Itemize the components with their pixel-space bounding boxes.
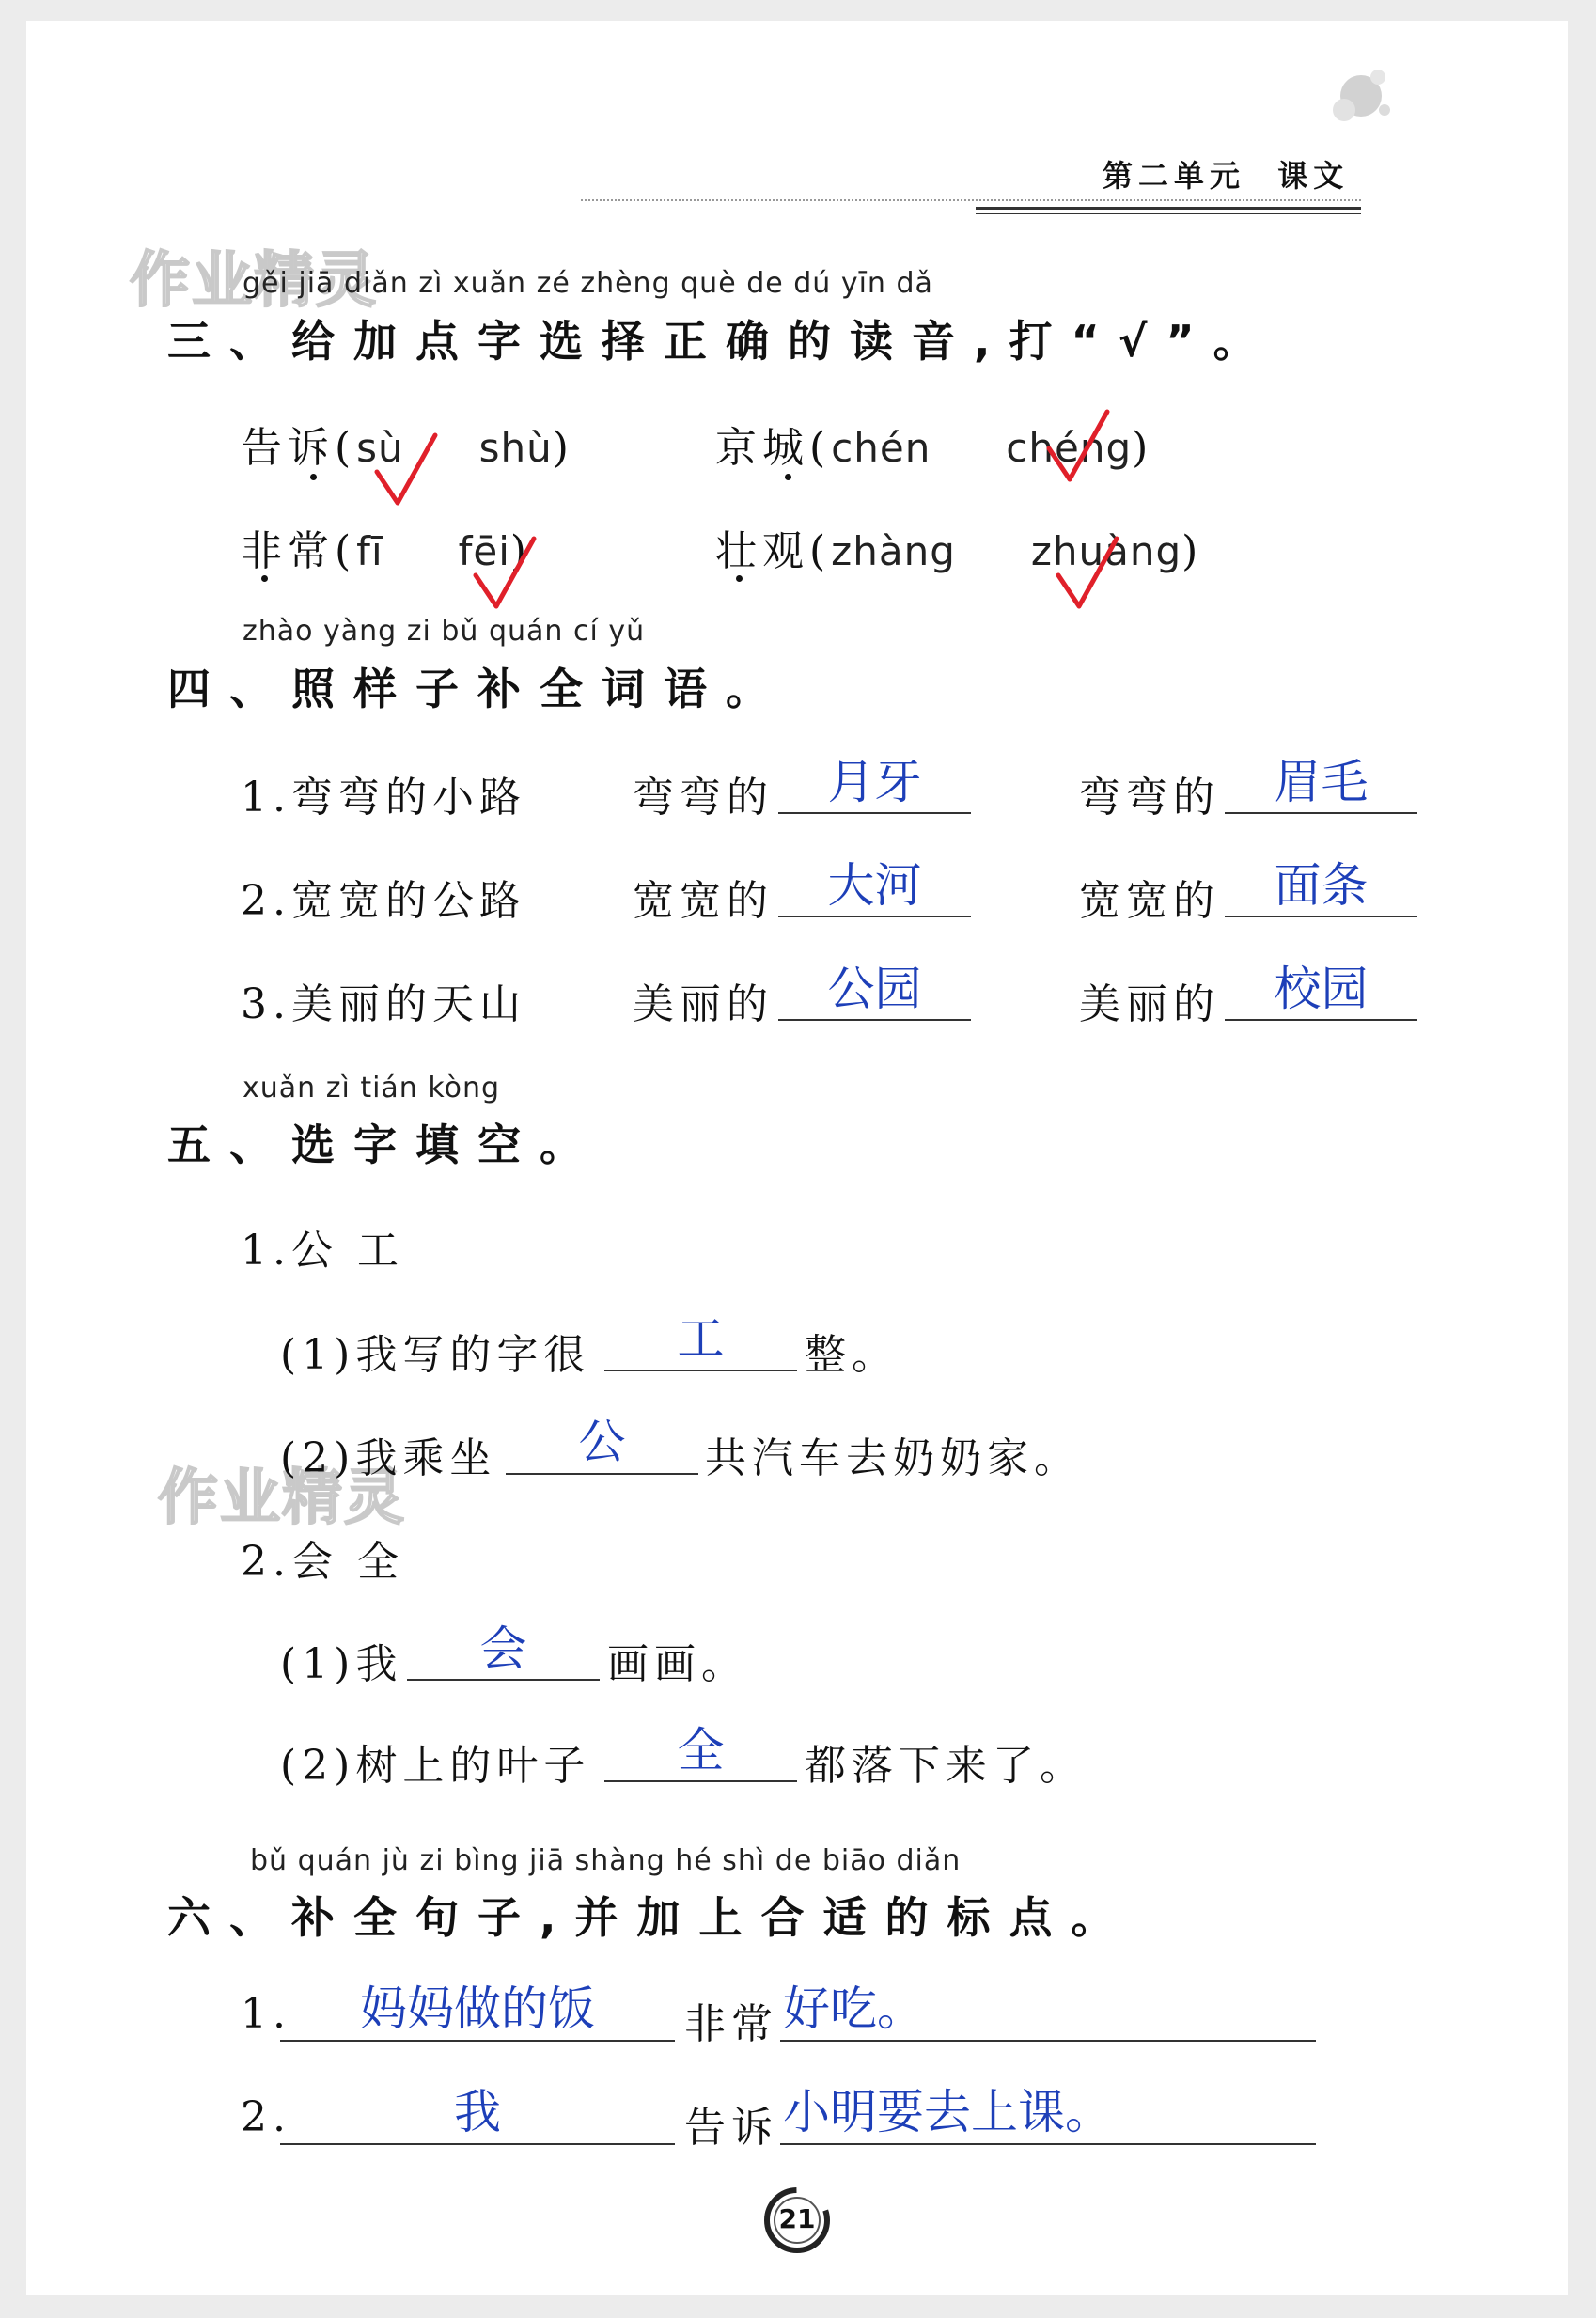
header-rule	[976, 207, 1361, 210]
q3-option: sù	[356, 425, 404, 471]
answer-text: 校园	[1274, 962, 1369, 1016]
page-number-badge	[759, 2183, 835, 2258]
answer-line	[780, 2143, 1316, 2145]
decorative-bubbles	[1323, 58, 1408, 137]
q3-item-2: 京城(chén chéng)	[715, 424, 1154, 472]
answer-line	[280, 2040, 675, 2042]
emphasis-dot	[261, 575, 268, 582]
q4-prompt: 宽宽的	[633, 877, 774, 925]
answer-line	[778, 916, 971, 917]
answer-line	[1225, 1019, 1417, 1021]
answer-text: 我	[454, 2085, 501, 2139]
answer-text: 会	[479, 1621, 527, 1676]
emphasis-dot	[785, 474, 791, 480]
q5-group-1-label: 1.公 工	[241, 1227, 404, 1275]
q5-pinyin: xuǎn zì tián kòng	[243, 1072, 501, 1104]
check-mark-icon	[1051, 533, 1126, 618]
q3-option: fī	[356, 528, 383, 574]
q4-example: 2.宽宽的公路	[241, 877, 526, 925]
q4-title: 四、照样子补全词语。	[167, 664, 788, 714]
q4-prompt: 宽宽的	[1079, 877, 1220, 925]
q6-number: 1.	[241, 1990, 291, 2038]
answer-line	[1225, 812, 1417, 814]
q3-item-4: 壮观(zhàng zhuàng)	[715, 527, 1204, 575]
q4-pinyin: zhào yàng zi bǔ quán cí yǔ	[243, 615, 646, 648]
q3-option: chéng	[1006, 425, 1133, 471]
q4-prompt: 美丽的	[633, 980, 774, 1028]
answer-text: 公园	[827, 962, 922, 1016]
q5-sentence-post: 共汽车去奶奶家。	[705, 1434, 1081, 1482]
answer-text: 工	[677, 1311, 725, 1366]
q3-option: zhàng	[831, 528, 956, 574]
watermark-top: 作业精灵	[130, 246, 378, 316]
answer-text: 月牙	[827, 755, 922, 809]
q3-word: 非常	[241, 527, 335, 575]
q3-word: 京城	[715, 424, 809, 472]
workbook-page	[26, 21, 1568, 2295]
answer-text: 大河	[827, 858, 922, 913]
answer-line	[778, 812, 971, 814]
check-mark-icon	[468, 533, 543, 618]
answer-text: 小明要去上课。	[783, 2085, 1112, 2139]
q3-pinyin: gěi jiā diǎn zì xuǎn zé zhèng què de dú yīn dǎ	[243, 267, 933, 300]
q6-pinyin: bǔ quán jù zi bìng jiā shàng hé shì de biāo diǎn	[250, 1844, 962, 1877]
q5-sentence-post: 都落下来了。	[805, 1742, 1087, 1790]
emphasis-dot	[736, 575, 743, 582]
answer-line	[280, 2143, 675, 2145]
answer-text: 好吃。	[783, 1981, 924, 2036]
q5-sentence-pre: (1)我	[280, 1640, 403, 1688]
page-number: 21	[778, 2203, 816, 2234]
q5-title: 五、选字填空。	[167, 1120, 602, 1170]
watermark-middle: 作业精灵	[158, 1464, 406, 1533]
header-title	[1103, 152, 1349, 196]
check-mark-icon	[1041, 406, 1117, 491]
q6-middle: 非常	[684, 2000, 778, 2048]
header-rule-thin	[976, 213, 1361, 214]
header-unit: 第二单元	[1103, 158, 1246, 194]
q3-item-1: 告诉(sù shù)	[241, 424, 574, 472]
q5-sentence-post: 整。	[805, 1331, 899, 1379]
q5-group-2-label: 2.会 全	[241, 1538, 404, 1586]
q3-option: chén	[831, 425, 931, 471]
answer-line	[604, 1780, 797, 1782]
q3-item-3: 非常(fī fēi)	[241, 527, 533, 575]
q3-word: 壮观	[715, 527, 809, 575]
q5-sentence-pre: (2)我乘坐	[280, 1434, 497, 1482]
q4-prompt: 弯弯的	[1079, 774, 1220, 822]
answer-text: 面条	[1274, 858, 1369, 913]
answer-text: 全	[677, 1723, 725, 1778]
answer-line	[506, 1473, 698, 1475]
q4-example: 1.弯弯的小路	[241, 774, 526, 822]
q6-number: 2.	[241, 2093, 291, 2141]
q3-option: fēi	[458, 528, 510, 574]
emphasis-dot	[310, 474, 317, 480]
answer-line	[407, 1679, 600, 1681]
answer-line	[780, 2040, 1316, 2042]
q5-sentence-pre: (1)我写的字很	[280, 1331, 591, 1379]
answer-line	[778, 1019, 971, 1021]
q5-sentence-post: 画画。	[607, 1640, 748, 1688]
header-dotted-rule	[581, 199, 1361, 201]
answer-line	[604, 1370, 797, 1371]
answer-text: 妈妈做的饭	[360, 1981, 595, 2036]
answer-text: 眉毛	[1274, 755, 1369, 809]
check-mark-icon	[369, 430, 445, 514]
answer-text: 公	[578, 1415, 626, 1469]
q4-prompt: 美丽的	[1079, 980, 1220, 1028]
answer-line	[1225, 916, 1417, 917]
q3-option: shù	[478, 425, 553, 471]
header-section: 课文	[1277, 158, 1350, 194]
q6-title: 六、补全句子,并加上合适的标点。	[167, 1892, 1134, 1943]
q3-word: 告诉	[241, 424, 335, 472]
q6-middle: 告诉	[684, 2104, 778, 2152]
q4-example: 3.美丽的天山	[241, 980, 526, 1028]
q3-title: 三、给加点字选择正确的读音,打“√”。	[167, 316, 1275, 367]
q5-sentence-pre: (2)树上的叶子	[280, 1742, 591, 1790]
q3-option: zhuàng	[1030, 528, 1182, 574]
q4-prompt: 弯弯的	[633, 774, 774, 822]
